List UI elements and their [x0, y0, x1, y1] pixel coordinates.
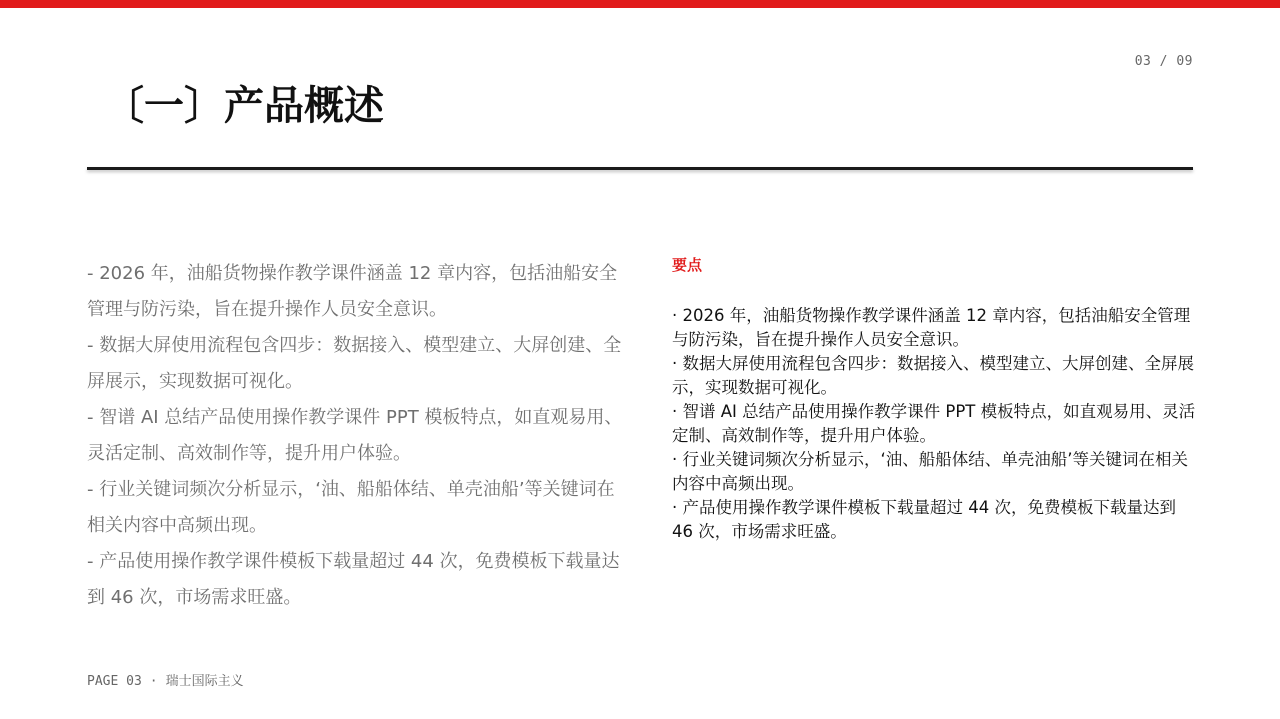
overview-item: - 数据大屏使用流程包含四步：数据接入、模型建立、大屏创建、全屏展示，实现数据可视化。: [87, 335, 622, 392]
page-counter: 03 / 09: [1134, 54, 1193, 69]
footer-page-label: PAGE 03: [87, 674, 142, 689]
key-points-list: [672, 304, 1202, 544]
footer-separator: ·: [149, 674, 158, 689]
overview-item: - 行业关键词频次分析显示，‘油、船船体结、单壳油船’等关键词在相关内容中高频出现。: [87, 479, 615, 536]
footer: [87, 670, 244, 689]
footer-brand: 瑞士国际主义: [165, 674, 244, 689]
key-points-panel: [672, 255, 1202, 541]
title-divider: [87, 167, 1193, 170]
overview-item: - 2026 年，油船货物操作教学课件涵盖 12 章内容，包括油船安全管理与防污染，旨在提升操作人员安全意识。: [87, 263, 618, 320]
key-points-label: 要点: [672, 256, 703, 274]
overview-list: [87, 256, 627, 616]
overview-item: - 智谱 AI 总结产品使用操作教学课件 PPT 模板特点，如直观易用、灵活定制、高效制作等，提升用户体验。: [87, 407, 623, 464]
key-point-item: · 数据大屏使用流程包含四步：数据接入、模型建立、大屏创建、全屏展示，实现数据可视化。: [672, 354, 1194, 397]
key-point-item: · 智谱 AI 总结产品使用操作教学课件 PPT 模板特点，如直观易用、灵活定制、高效制作等，提升用户体验。: [672, 402, 1196, 445]
overview-item: - 产品使用操作教学课件模板下载量超过 44 次，免费模板下载量达到 46 次，市场需求旺盛。: [87, 551, 620, 608]
key-point-item: · 2026 年，油船货物操作教学课件涵盖 12 章内容，包括油船安全管理与防污染，旨在提升操作人员安全意识。: [672, 306, 1191, 349]
page-title: 〔一〕产品概述: [104, 83, 384, 129]
key-point-item: · 行业关键词频次分析显示，‘油、船船体结、单壳油船’等关键词在相关内容中高频出现。: [672, 450, 1188, 493]
accent-top-bar: [0, 0, 1280, 8]
key-point-item: · 产品使用操作教学课件模板下载量超过 44 次，免费模板下载量达到 46 次，市场需求旺盛。: [672, 498, 1176, 541]
